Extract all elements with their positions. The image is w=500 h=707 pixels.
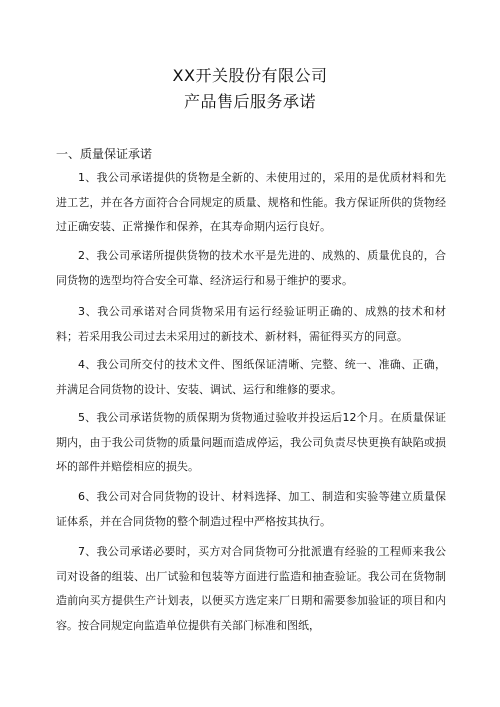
document-title: 产品售后服务承诺 [183,92,316,111]
paragraph-5: 5、我公司承诺货物的质保期为货物通过验收并投运后12个月。在质量保证期内，由于我公司货物的质量问题而造成停运，我公司负责尽快更换有缺陷或损坏的部件并赔偿相应的损失。 [56,411,446,473]
company-title: XX开关股份有限公司 [172,66,328,85]
paragraph-2: 2、我公司承诺所提供货物的技术水平是先进的、成熟的、质量优良的，合同货物的选型均符合安全可靠、经济运行和易于维护的要求。 [56,249,446,287]
paragraph-7: 7、我公司承诺必要时，买方对合同货物可分批派遣有经验的工程师来我公司对设备的组装、出厂试验和包装等方面进行监造和抽查验证。我公司在货物制造前向买方提供生产计划表，以便买方选定来厂日期和需要参加验证的项目和内容。按合同规定向监造单位提供有关部门标准和图纸， [56,545,446,632]
paragraph-1: 1、我公司承诺提供的货物是全新的、未使用过的，采用的是优质材料和先进工艺，并在各方面符合合同规定的质量、规格和性能。我方保证所供的货物经过正确安装、正常操作和保养，在其寿命期内运行良好。 [56,171,446,233]
paragraph-4: 4、我公司所交付的技术文件、图纸保证清晰、完整、统一、准确、正确，并满足合同货物的设计、安装、调试、运行和维修的要求。 [56,358,446,396]
paragraph-6: 6、我公司对合同货物的设计、材料选择、加工、制造和实验等建立质量保证体系，并在合同货物的整个制造过程中严格按其执行。 [56,490,446,528]
paragraph-3: 3、我公司承诺对合同货物采用有运行经验证明正确的、成熟的技术和材料；若采用我公司过去未采用过的新技术、新材料，需征得买方的同意。 [56,305,446,343]
section-heading: 一、质量保证承诺 [56,147,153,161]
